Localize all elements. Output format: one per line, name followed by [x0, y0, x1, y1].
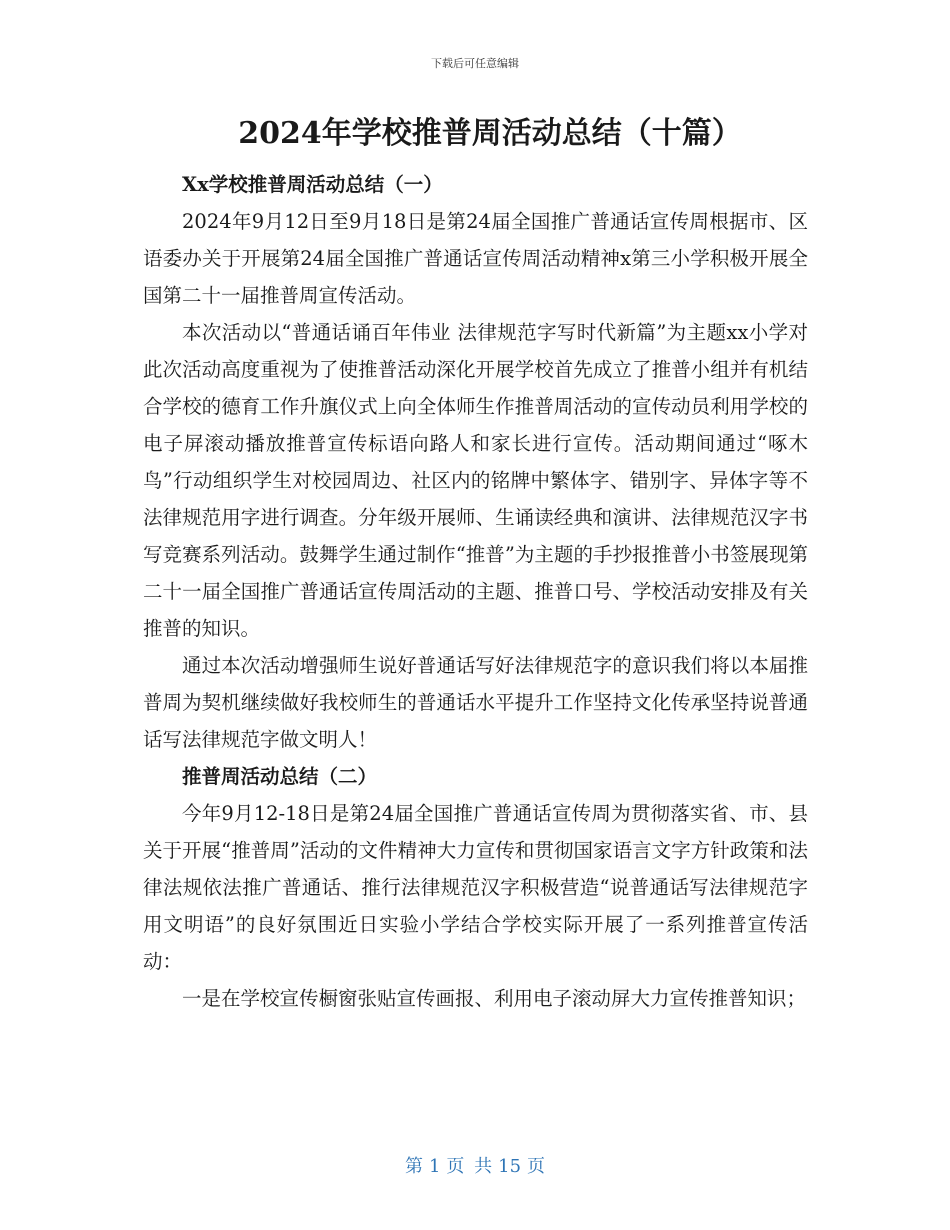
current-page-number: 1: [428, 1156, 441, 1177]
section-heading: Xx学校推普周活动总结（一）: [182, 173, 443, 196]
footer-suffix: 页: [527, 1156, 546, 1177]
total-page-count: 15: [498, 1156, 522, 1177]
document-title: 2024年学校推普周活动总结（十篇）: [238, 116, 742, 151]
paragraph: 通过本次活动增强师生说好普通话写好法律规范字的意识我们将以本届推普周为契机继续做好我校师生的普通话水平提升工作坚持文化传承坚持说普通话写法律规范字做文明人！: [143, 654, 808, 751]
page-footer: [0, 1152, 950, 1178]
paragraph: 本次活动以“普通话诵百年伟业 法律规范字写时代新篇”为主题xx小学对此次活动高度重视为了使推普活动深化开展学校首先成立了推普小组并有机结合学校的德育工作升旗仪式上向全体师生作推普周活动的宣传动员利用学校的电子屏滚动播放推普宣传标语向路人和家长进行宣传。活动期间通过“啄木鸟”行动组织学生对校园周边、社区内的铭牌中繁体字、错别字、异体字等不法律规范用字进行调查。分年级开展师、生诵读经典和演讲、法律规范汉字书写竞赛系列活动。鼓舞学生通过制作“推普”为主题的手抄报推普小书签展现第二十一届全国推广普通话宣传周活动的主题、推普口号、学校活动安排及有关推普的知识。: [143, 321, 808, 640]
footer-prefix: 第: [404, 1156, 423, 1177]
paragraph: 2024年9月12日至9月18日是第24届全国推广普通话宣传周根据市、区语委办关于开展第24届全国推广普通话宣传周活动精神x第三小学积极开展全国第二十一届推普周宣传活动。: [143, 210, 808, 307]
paragraph: 今年9月12-18日是第24届全国推广普通话宣传周为贯彻落实省、市、县关于开展“推普周”活动的文件精神大力宣传和贯彻国家语言文字方针政策和法律法规依法推广普通话、推行法律规范汉字积极营造“说普通话写法律规范字用文明语”的良好氛围近日实验小学结合学校实际开展了一系列推普宣传活动：: [143, 802, 808, 973]
paragraph: 一是在学校宣传橱窗张贴宣传画报、利用电子滚动屏大力宣传推普知识；: [182, 987, 807, 1010]
document-body: [143, 166, 808, 1017]
footer-middle: 页 共: [446, 1156, 493, 1177]
header-note: 下载后可任意编辑: [431, 57, 519, 70]
section-heading: 推普周活动总结（二）: [182, 765, 378, 788]
